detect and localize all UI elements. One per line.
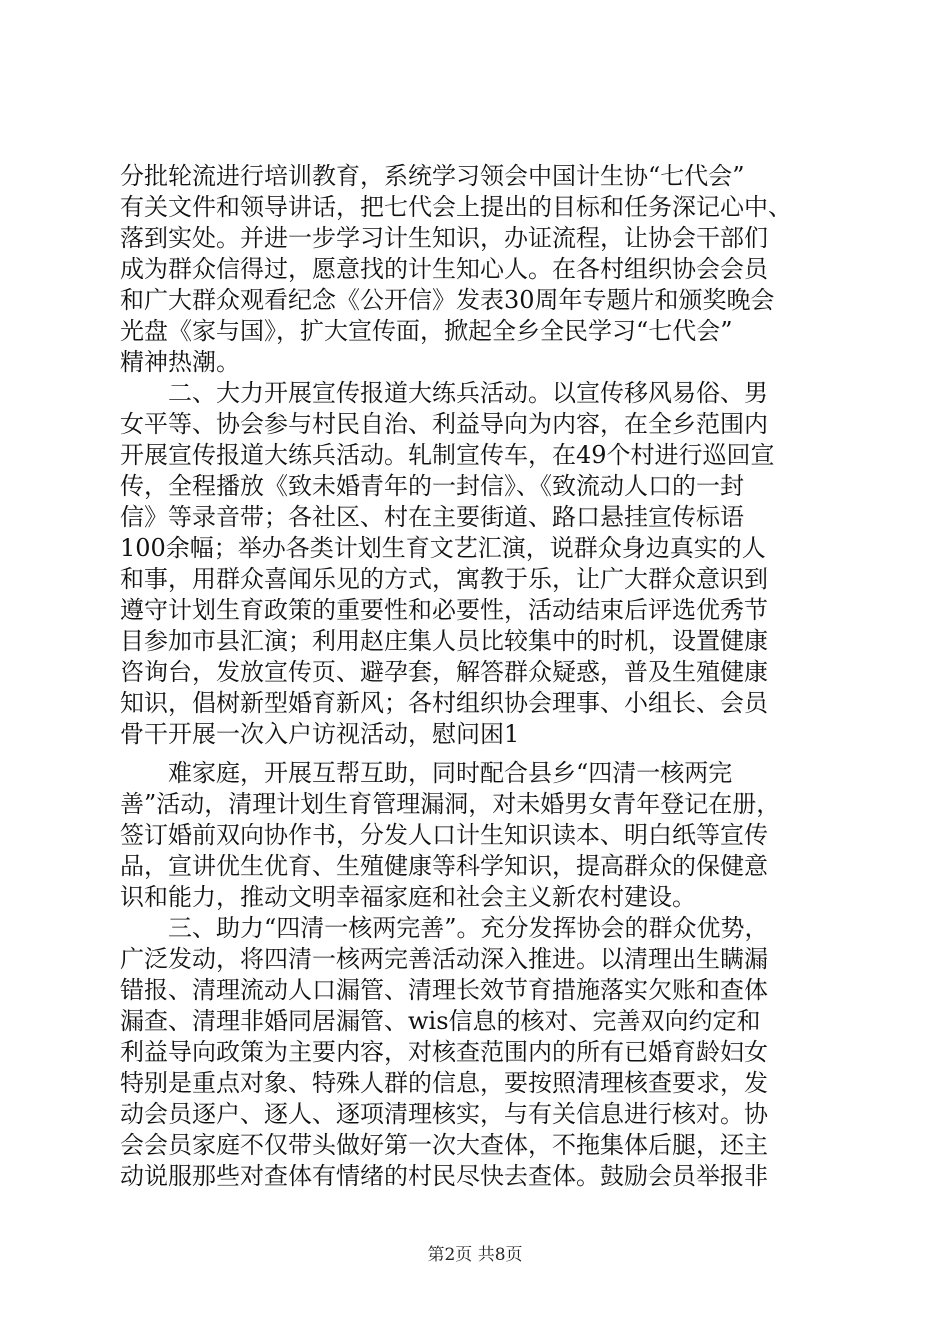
text-line: 传，全程播放《致未婚青年的一封信》、《致流动人口的一封 bbox=[120, 472, 744, 500]
text-line: 咨询台，发放宣传页、避孕套，解答群众疑惑，普及生殖健康 bbox=[120, 658, 768, 686]
text-line: 动会员逐户、逐人、逐项清理核实，与有关信息进行核对。协 bbox=[120, 1100, 768, 1128]
text-line: 品，宣讲优生优育、生殖健康等科学知识，提高群众的保健意 bbox=[120, 852, 768, 880]
text-line: 目参加市县汇演；利用赵庄集人员比较集中的时机，设置健康 bbox=[120, 627, 768, 655]
paragraph-gap bbox=[120, 750, 832, 758]
text-line: 光盘《家与国》，扩大宣传面，掀起全乡全民学习“七代会” bbox=[120, 317, 733, 345]
text-line: 知识，倡树新型婚育新风；各村组织协会理事、小组长、会员 bbox=[120, 689, 768, 717]
text-line: 100余幅；举办各类计划生育文艺汇演，说群众身边真实的人 bbox=[120, 534, 766, 562]
text-line: 有关文件和领导讲话，把七代会上提出的目标和任务深记心中、 bbox=[120, 193, 792, 221]
text-line: 分批轮流进行培训教育，系统学习领会中国计生协“七代会” bbox=[120, 162, 745, 190]
text-line: 信》等录音带；各社区、村在主要街道、路口悬挂宣传标语 bbox=[120, 503, 744, 531]
page-footer: 第2页 共8页 bbox=[427, 1245, 523, 1265]
text-line: 落到实处。并进一步学习计生知识，办证流程，让协会干部们 bbox=[120, 224, 768, 252]
text-line: 难家庭，开展互帮互助，同时配合县乡“四清一核两完 bbox=[120, 759, 733, 787]
text-line: 女平等、协会参与村民自治、利益导向为内容，在全乡范围内 bbox=[120, 410, 768, 438]
text-line: 和广大群众观看纪念《公开信》发表30周年专题片和颁奖晚会 bbox=[120, 286, 775, 314]
text-line: 广泛发动，将四清一核两完善活动深入推进。以清理出生瞒漏 bbox=[120, 945, 768, 973]
text-line: 遵守计划生育政策的重要性和必要性，活动结束后评选优秀节 bbox=[120, 596, 768, 624]
text-line: 骨干开展一次入户访视活动，慰问困1 bbox=[120, 720, 520, 748]
document-body bbox=[120, 161, 832, 1192]
text-line: 开展宣传报道大练兵活动。轧制宣传车，在49个村进行巡回宣 bbox=[120, 441, 775, 469]
text-line: 识和能力，推动文明幸福家庭和社会主义新农村建设。 bbox=[120, 883, 696, 911]
text-line: 善”活动，清理计划生育管理漏洞，对未婚男女青年登记在册， bbox=[120, 790, 781, 818]
text-line: 精神热潮。 bbox=[120, 348, 240, 376]
text-line: 漏查、清理非婚同居漏管、wis信息的核对、完善双向约定和 bbox=[120, 1007, 761, 1035]
text-line: 错报、清理流动人口漏管、清理长效节育措施落实欠账和查体 bbox=[120, 976, 768, 1004]
text-line: 特别是重点对象、特殊人群的信息，要按照清理核查要求，发 bbox=[120, 1069, 768, 1097]
text-line: 二、大力开展宣传报道大练兵活动。以宣传移风易俗、男 bbox=[120, 379, 768, 407]
text-line: 签订婚前双向协作书，分发人口计生知识读本、明白纸等宣传 bbox=[120, 821, 768, 849]
text-line: 会会员家庭不仅带头做好第一次大查体，不拖集体后腿，还主 bbox=[120, 1131, 768, 1159]
text-line: 利益导向政策为主要内容，对核查范围内的所有已婚育龄妇女 bbox=[120, 1038, 768, 1066]
text-line: 三、助力“四清一核两完善”。充分发挥协会的群众优势， bbox=[120, 914, 769, 942]
text-line: 动说服那些对查体有情绪的村民尽快去查体。鼓励会员举报非 bbox=[120, 1162, 768, 1190]
text-line: 成为群众信得过，愿意找的计生知心人。在各村组织协会会员 bbox=[120, 255, 768, 283]
text-line: 和事，用群众喜闻乐见的方式，寓教于乐，让广大群众意识到 bbox=[120, 565, 768, 593]
